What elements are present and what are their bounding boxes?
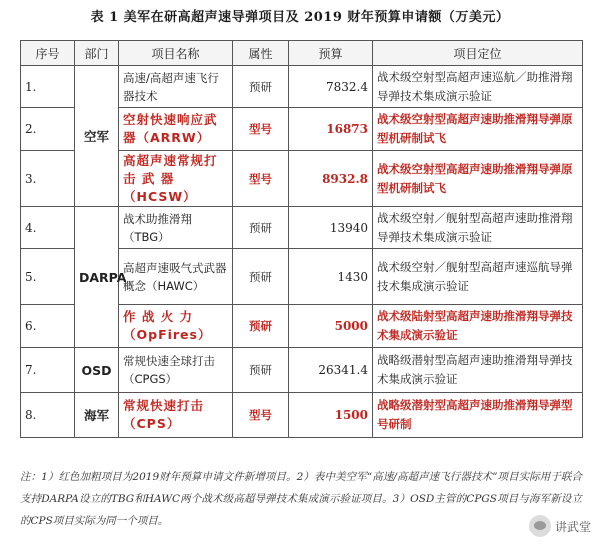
project-name: 作 战 火 力（OpFires） xyxy=(119,305,233,348)
project-name: 战术助推滑翔（TBG） xyxy=(119,207,233,249)
table-footnote: 注：1）红色加粗项目为2019财年预算申请文件新增项目。2）表中美空军“高速/高超声速飞行器技术”项目实际用于联合支持DARPA设立的TBG和HAWC两个战术级高超导弹技术集成演示验证项目。3）OSD主管的CPGS项目与海军新设立的CPS项目实际为同一个项目。 xyxy=(20,471,582,527)
project-attribute: 预研 xyxy=(233,207,289,249)
project-attribute: 型号 xyxy=(233,151,289,207)
project-budget: 1500 xyxy=(289,393,373,438)
project-attribute: 预研 xyxy=(233,348,289,393)
row-index: 1. xyxy=(21,66,75,108)
project-positioning: 战术级陆射型高超声速助推滑翔导弹技术集成演示验证 xyxy=(373,305,583,348)
row-index: 7. xyxy=(21,348,75,393)
project-name: 常规快速打击（CPS） xyxy=(119,393,233,438)
row-index: 5. xyxy=(21,249,75,305)
row-index: 2. xyxy=(21,108,75,151)
row-index: 6. xyxy=(21,305,75,348)
table-row xyxy=(21,393,583,438)
row-index: 8. xyxy=(21,393,75,438)
project-positioning: 战术级空射／舰射型高超声速助推滑翔导弹技术集成演示验证 xyxy=(373,207,583,249)
project-budget: 16873 xyxy=(289,108,373,151)
header-index: 序号 xyxy=(21,41,75,66)
watermark-text: 讲武堂 xyxy=(554,519,591,534)
chat-bubble-icon xyxy=(529,515,551,537)
table-header-row xyxy=(21,41,583,66)
project-name: 高超声速吸气式武器概念（HAWC） xyxy=(119,249,233,305)
project-positioning: 战略级潜射型高超声速助推滑翔导弹型号研制 xyxy=(373,393,583,438)
department-cell: 海军 xyxy=(75,393,119,438)
project-positioning: 战术级空射型高超声速助推滑翔导弹原型机研制试飞 xyxy=(373,108,583,151)
project-name: 高超声速常规打击 武 器（HCSW） xyxy=(119,151,233,207)
row-index: 4. xyxy=(21,207,75,249)
project-positioning: 战术级空射／舰射型高超声速巡航导弹技术集成演示验证 xyxy=(373,249,583,305)
header-project-name: 项目名称 xyxy=(119,41,233,66)
department-cell: 空军 xyxy=(75,66,119,207)
header-positioning: 项目定位 xyxy=(373,41,583,66)
project-budget: 8932.8 xyxy=(289,151,373,207)
project-budget: 26341.4 xyxy=(289,348,373,393)
project-attribute: 预研 xyxy=(233,66,289,108)
project-positioning: 战术级空射型高超声速巡航／助推滑翔导弹技术集成演示验证 xyxy=(373,66,583,108)
project-attribute: 型号 xyxy=(233,108,289,151)
watermark xyxy=(526,514,594,538)
table-caption: 表 1 美军在研高超声速导弹项目及 2019 财年预算申请额（万美元） xyxy=(90,10,510,25)
table-row xyxy=(21,66,583,108)
project-attribute: 预研 xyxy=(233,305,289,348)
project-budget: 13940 xyxy=(289,207,373,249)
department-cell: DARPA xyxy=(75,207,119,348)
header-attribute: 属性 xyxy=(233,41,289,66)
project-name: 常规快速全球打击（CPGS） xyxy=(119,348,233,393)
project-attribute: 预研 xyxy=(233,249,289,305)
budget-table xyxy=(20,40,583,438)
row-index: 3. xyxy=(21,151,75,207)
project-budget: 5000 xyxy=(289,305,373,348)
department-cell: OSD xyxy=(75,348,119,393)
project-budget: 7832.4 xyxy=(289,66,373,108)
project-name: 高速/高超声速飞行器技术 xyxy=(119,66,233,108)
project-name: 空射快速响应武器（ARRW） xyxy=(119,108,233,151)
header-department: 部门 xyxy=(75,41,119,66)
project-budget: 1430 xyxy=(289,249,373,305)
project-positioning: 战略级潜射型高超声速助推滑翔导弹技术集成演示验证 xyxy=(373,348,583,393)
table-row xyxy=(21,207,583,249)
project-positioning: 战术级空射型高超声速助推滑翔导弹原型机研制试飞 xyxy=(373,151,583,207)
header-budget: 预算 xyxy=(289,41,373,66)
table-row xyxy=(21,348,583,393)
project-attribute: 型号 xyxy=(233,393,289,438)
